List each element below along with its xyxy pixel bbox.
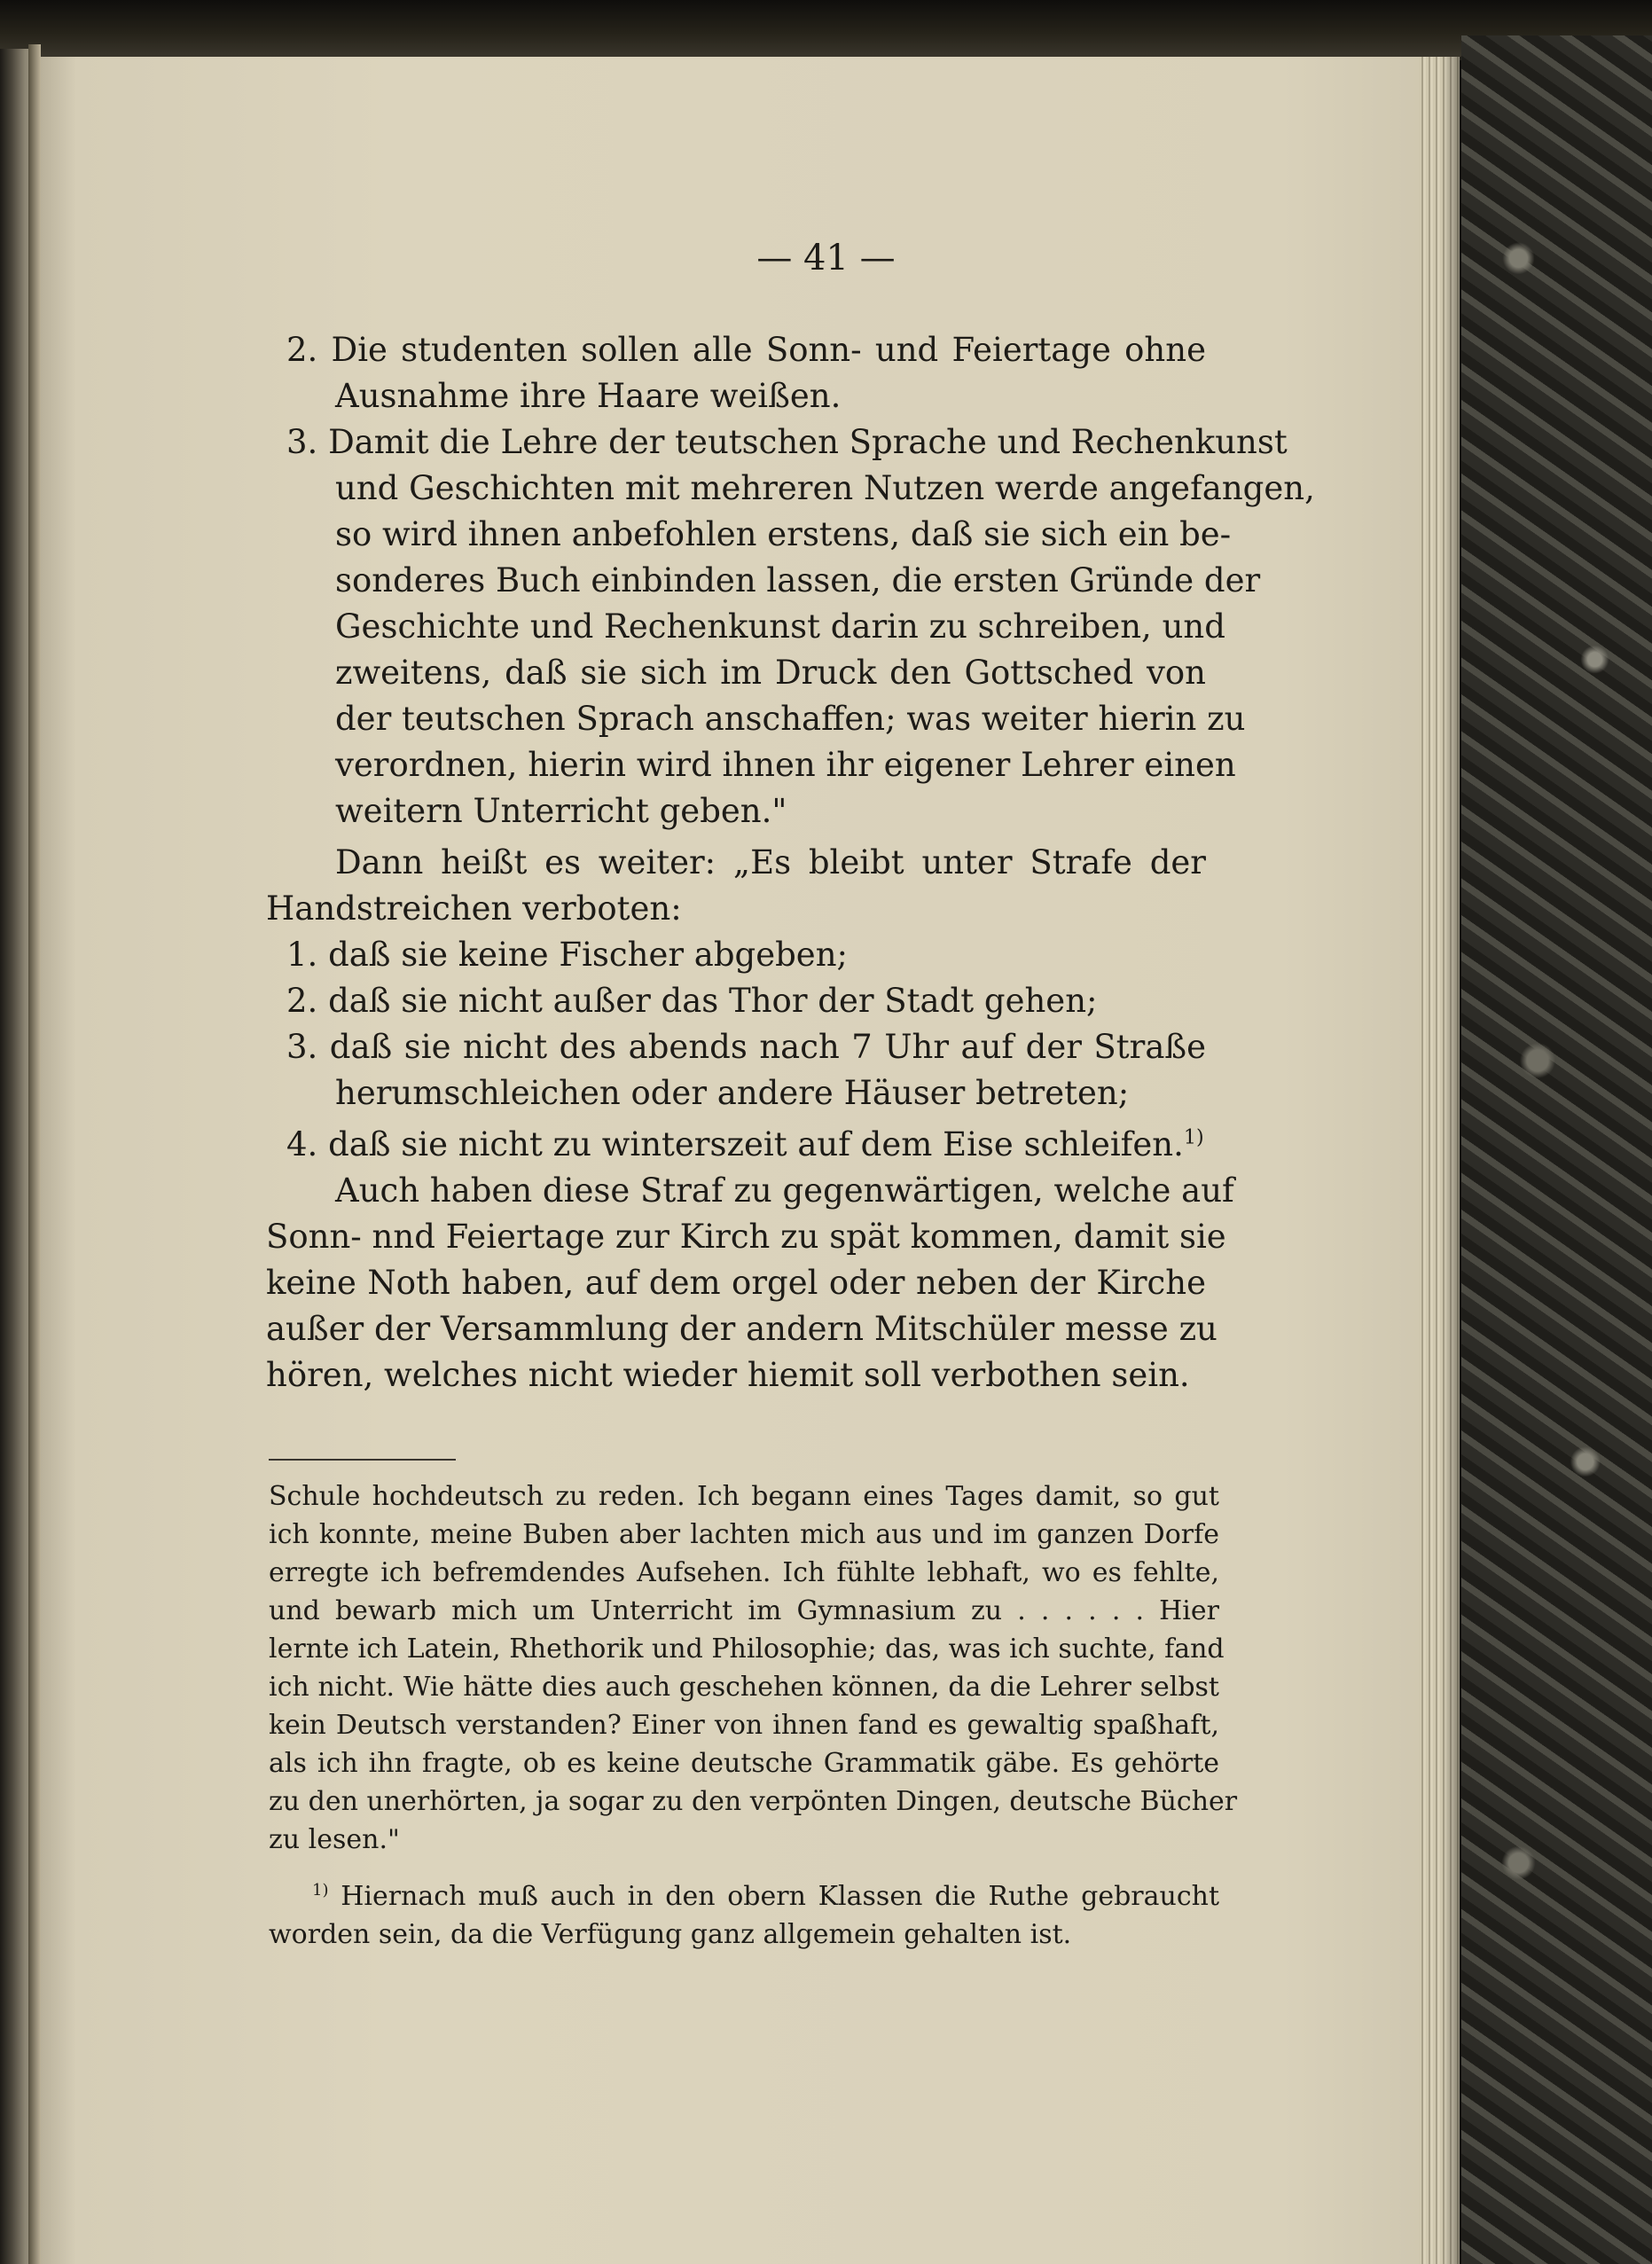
text-line: weitern Unterricht geben." (335, 792, 787, 830)
text-line: Dann heißt es weiter: „Es bleibt unter Strafe der (335, 843, 1206, 881)
text-line: außer der Versammlung der andern Mitschüler messe zu (266, 1310, 1217, 1348)
footnote-line: ich nicht. Wie hätte dies auch geschehen können, da die Lehrer selbst (269, 1672, 1219, 1703)
footnote-marker: 1) (312, 1881, 329, 1900)
footnote-text: Hiernach muß auch in den obern Klassen die Ruthe gebraucht (341, 1881, 1219, 1912)
text-line: Auch haben diese Straf zu gegenwärtigen, welche auf (335, 1171, 1234, 1210)
text-line: zweitens, daß sie sich im Druck den Gottsched von (335, 654, 1206, 692)
text-line: sonderes Buch einbinden lassen, die ersten Gründe der (335, 561, 1261, 599)
text-line: 1. daß sie keine Fischer abgeben; (286, 936, 848, 974)
text-line: 3. daß sie nicht des abends nach 7 Uhr auf der Straße (286, 1028, 1206, 1066)
text-line: herumschleichen oder andere Häuser betreten; (335, 1074, 1130, 1112)
footnote-line: als ich ihn fragte, ob es keine deutsche Grammatik gäbe. Es gehörte (269, 1748, 1219, 1779)
footnote-line: kein Deutsch verstanden? Einer von ihnen fand es gewaltig spaßhaft, (269, 1710, 1219, 1741)
text-line: 2. daß sie nicht außer das Thor der Stadt gehen; (286, 982, 1098, 1020)
footnote-line: ich konnte, meine Buben aber lachten mich aus und im ganzen Dorfe (269, 1519, 1219, 1550)
footnote-line: worden sein, da die Verfügung ganz allgemein gehalten ist. (269, 1919, 1072, 1950)
footnote-line: erregte ich befremdendes Aufsehen. Ich fühlte lebhaft, wo es fehlte, (269, 1557, 1219, 1588)
text-line: keine Noth haben, auf dem orgel oder neben der Kirche (266, 1264, 1206, 1302)
footnote-separator (269, 1459, 456, 1461)
text-line: Geschichte und Rechenkunst darin zu schreiben, und (335, 607, 1225, 646)
text-line: 2. Die studenten sollen alle Sonn- und Feiertage ohne (286, 331, 1206, 369)
text-line: Ausnahme ihre Haare weißen. (335, 377, 842, 415)
text-line: der teutschen Sprach anschaffen; was weiter hierin zu (335, 700, 1246, 738)
text-line: 3. Damit die Lehre der teutschen Sprache und Rechenkunst (286, 423, 1288, 461)
footnote-line: zu den unerhörten, ja sogar zu den verpönten Dingen, deutsche Bücher (269, 1786, 1238, 1817)
text-line: hören, welches nicht wieder hiemit soll verbothen sein. (266, 1356, 1190, 1394)
text-line: so wird ihnen anbefohlen erstens, daß sie sich ein be- (335, 515, 1232, 553)
text-line: verordnen, hierin wird ihnen ihr eigener Lehrer einen (335, 746, 1236, 784)
footnote-reference: 1) (1183, 1125, 1204, 1149)
footnote-line: Schule hochdeutsch zu reden. Ich begann eines Tages damit, so gut (269, 1481, 1219, 1512)
text-line: Handstreichen verboten: (266, 889, 682, 928)
footnote-line: lernte ich Latein, Rhethorik und Philosophie; das, was ich suchte, fand (269, 1633, 1225, 1665)
text-line: und Geschichten mit mehreren Nutzen werde angefangen, (335, 469, 1315, 507)
text-line (286, 1123, 1204, 1167)
footnote-line (312, 1879, 1219, 1915)
footnote-line: zu lesen." (269, 1824, 400, 1855)
text-line: Sonn- nnd Feiertage zur Kirch zu spät kommen, damit sie (266, 1218, 1226, 1256)
footnote-line: und bewarb mich um Unterricht im Gymnasium zu . . . . . . Hier (269, 1595, 1219, 1626)
text-line-content: 4. daß sie nicht zu winterszeit auf dem Eise schleifen. (286, 1125, 1184, 1163)
page-number: — 41 — (756, 238, 896, 278)
